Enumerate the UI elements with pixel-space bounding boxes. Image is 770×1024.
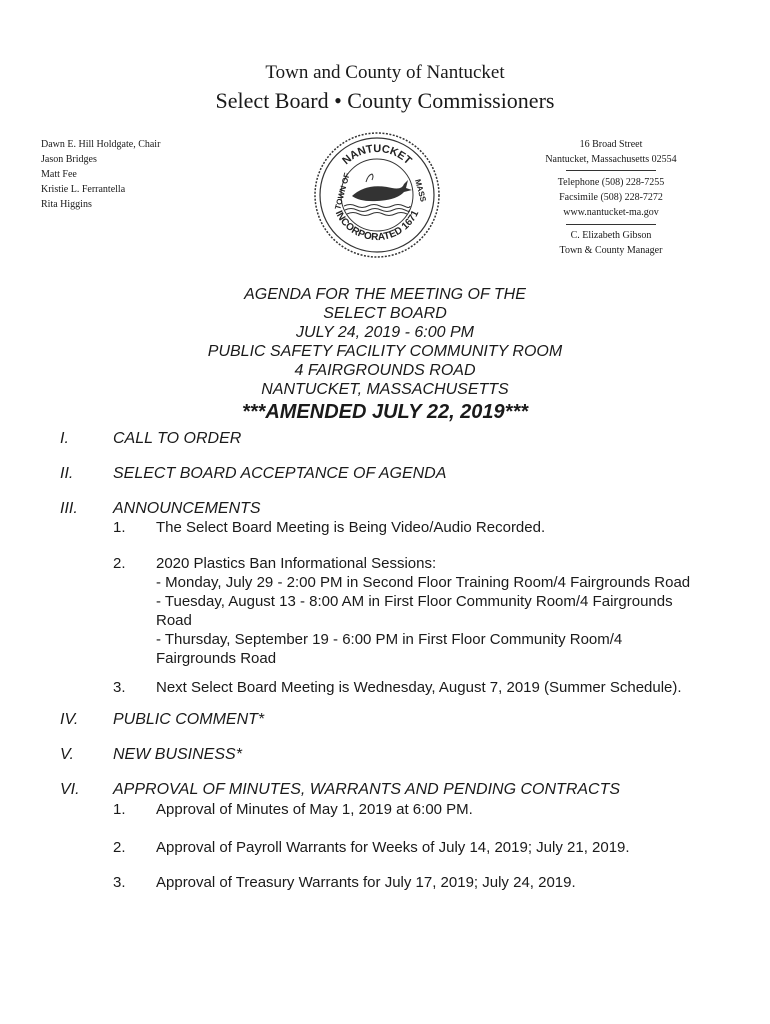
section-number: VI. bbox=[60, 781, 80, 798]
manager-title: Town & County Manager bbox=[559, 245, 663, 256]
seal-bottom-text: INCORPORATED 1671 bbox=[332, 208, 422, 244]
town-seal-logo bbox=[312, 130, 442, 260]
section-number: II. bbox=[60, 465, 74, 482]
agenda-line: PUBLIC SAFETY FACILITY COMMUNITY ROOM bbox=[207, 343, 563, 360]
section-title: NEW BUSINESS* bbox=[113, 746, 242, 763]
whale-icon bbox=[352, 174, 412, 201]
item-number: 2. bbox=[113, 555, 126, 572]
item-line: Fairgrounds Road bbox=[156, 650, 277, 667]
item-text: Next Select Board Meeting is Wednesday, August 7, 2019 (Summer Schedule). bbox=[156, 679, 682, 696]
item-line: - Thursday, September 19 - 6:00 PM in First Floor Community Room/4 bbox=[156, 631, 623, 648]
item-number: 3. bbox=[113, 679, 126, 696]
seal-right-text: MASS bbox=[413, 178, 428, 203]
item-text: The Select Board Meeting is Being Video/Audio Recorded. bbox=[156, 519, 546, 536]
city-address: Nantucket, Massachusetts 02554 bbox=[545, 154, 677, 165]
agenda-line: AGENDA FOR THE MEETING OF THE bbox=[244, 286, 526, 303]
board-members-list bbox=[41, 137, 160, 212]
agenda-line: SELECT BOARD bbox=[323, 305, 447, 322]
svg-text:NANTUCKET bbox=[340, 143, 414, 167]
seal-left-text: TOWN OF bbox=[333, 171, 352, 211]
divider bbox=[566, 224, 656, 225]
section-title: ANNOUNCEMENTS bbox=[113, 500, 261, 517]
agenda-line: NANTUCKET, MASSACHUSETTS bbox=[261, 381, 509, 398]
amended-notice: ***AMENDED JULY 22, 2019*** bbox=[241, 401, 529, 423]
section-title: APPROVAL OF MINUTES, WARRANTS AND PENDING CONTRACTS bbox=[113, 781, 621, 798]
agenda-line: JULY 24, 2019 - 6:00 PM bbox=[296, 324, 474, 341]
board-title: Select Board • County Commissioners bbox=[215, 88, 555, 113]
item-text: Approval of Treasury Warrants for July 17, 2019; July 24, 2019. bbox=[156, 874, 576, 891]
section-title: CALL TO ORDER bbox=[113, 430, 242, 447]
section-heading bbox=[60, 465, 446, 483]
member-name: Kristie L. Ferrantella bbox=[41, 184, 126, 195]
manager-name: C. Elizabeth Gibson bbox=[570, 230, 652, 241]
street-address: 16 Broad Street bbox=[579, 139, 643, 150]
item-text: Approval of Payroll Warrants for Weeks of July 14, 2019; July 21, 2019. bbox=[156, 839, 630, 856]
item-line: Road bbox=[156, 612, 192, 629]
section-heading bbox=[60, 746, 242, 764]
item-text: Approval of Minutes of May 1, 2019 at 6:00 PM. bbox=[156, 801, 473, 818]
section-heading bbox=[60, 711, 264, 729]
section-heading bbox=[60, 781, 620, 799]
item-number: 1. bbox=[113, 801, 126, 818]
town-title: Town and County of Nantucket bbox=[265, 62, 505, 83]
section-number: V. bbox=[60, 746, 74, 763]
section-number: I. bbox=[60, 430, 69, 447]
waves-decoration bbox=[344, 205, 410, 216]
telephone: Telephone (508) 228-7255 bbox=[557, 177, 665, 188]
section-number: IV. bbox=[60, 711, 79, 728]
member-name: Matt Fee bbox=[41, 169, 77, 180]
facsimile: Facsimile (508) 228-7272 bbox=[559, 192, 663, 203]
member-name: Jason Bridges bbox=[41, 154, 97, 165]
member-name: Dawn E. Hill Holdgate, Chair bbox=[41, 139, 161, 150]
section-title: SELECT BOARD ACCEPTANCE OF AGENDA bbox=[113, 465, 447, 482]
section-heading bbox=[60, 500, 261, 518]
item-line: - Tuesday, August 13 - 8:00 AM in First Floor Community Room/4 Fairgrounds bbox=[156, 593, 673, 610]
item-line: 2020 Plastics Ban Informational Sessions: bbox=[156, 555, 437, 572]
website: www.nantucket-ma.gov bbox=[563, 207, 659, 218]
member-name: Rita Higgins bbox=[41, 199, 92, 210]
item-text bbox=[156, 554, 690, 668]
seal-top-text: NANTUCKET bbox=[340, 142, 414, 168]
item-number: 3. bbox=[113, 874, 126, 891]
item-line: - Monday, July 29 - 2:00 PM in Second Floor Training Room/4 Fairgrounds Road bbox=[156, 574, 691, 591]
section-heading bbox=[60, 430, 241, 448]
divider bbox=[566, 170, 656, 171]
item-number: 1. bbox=[113, 519, 126, 536]
contact-block bbox=[506, 137, 716, 258]
agenda-heading bbox=[0, 285, 770, 425]
agenda-line: 4 FAIRGROUNDS ROAD bbox=[294, 362, 476, 379]
item-number: 2. bbox=[113, 839, 126, 856]
section-number: III. bbox=[60, 500, 78, 517]
section-title: PUBLIC COMMENT* bbox=[113, 711, 265, 728]
